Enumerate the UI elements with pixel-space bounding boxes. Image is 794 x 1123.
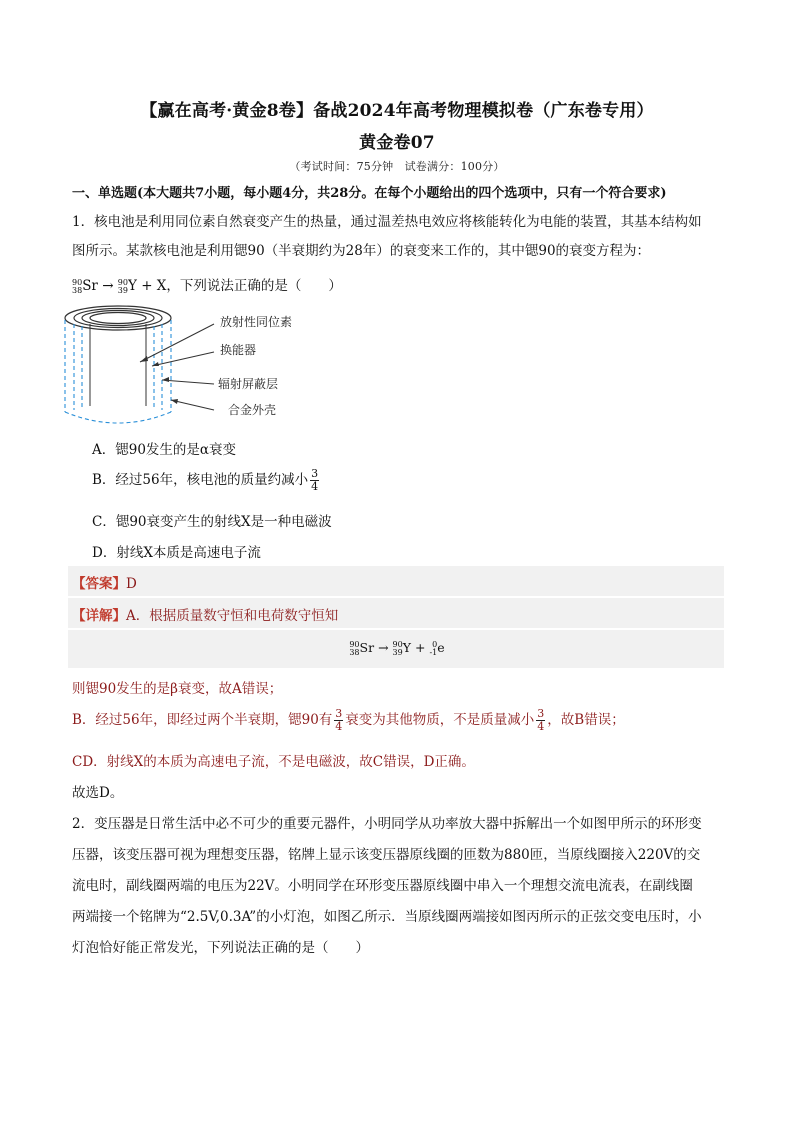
- detail-b-fraction-2: [536, 708, 545, 733]
- q1-decay-equation: [72, 274, 342, 295]
- y-atomic-number: 39: [117, 285, 128, 295]
- f-arrow: →: [378, 640, 389, 655]
- detail-cd: CD．射线X的本质为高速电子流，不是电磁波，故C错误，D正确。: [72, 754, 475, 770]
- label-shield: 辐射屏蔽层: [218, 377, 279, 391]
- page-title: 【赢在高考·黄金8卷】备战2024年高考物理模拟卷（广东卷专用）: [140, 101, 654, 121]
- option-a: A．锶90发生的是α衰变: [92, 442, 237, 458]
- f-sr-mass: 90: [349, 639, 360, 649]
- f-sr-z: 38: [349, 647, 360, 657]
- fraction-denominator: 4: [311, 480, 319, 493]
- q1-text-line1: 1．核电池是利用同位素自然衰变产生的热量，通过温差热电效应将核能转化为电能的装置，其基本结构如: [72, 214, 702, 230]
- detail-b: [72, 708, 625, 733]
- detail-line-a: [72, 604, 338, 624]
- answer-value: D: [126, 576, 137, 592]
- detail-a2: 则锶90发生的是β衰变，故A错误；: [72, 681, 283, 697]
- fraction-numerator: 3: [537, 707, 545, 720]
- detail-a-text: A．根据质量数守恒和电荷数守恒知: [126, 608, 339, 624]
- label-isotope: 放射性同位素: [220, 315, 293, 329]
- decay-formula: [0, 640, 794, 657]
- detail-b-end: ，故B错误；: [547, 712, 625, 728]
- q2-text-line1: 2．变压器是日常生活中必不可少的重要元器件，小明同学从功率放大器中拆解出一个如图甲所示的环形变: [72, 816, 702, 832]
- detail-label: 【详解】: [72, 608, 126, 624]
- q2-text-line5: 灯泡恰好能正常发光，下列说法正确的是（ ）: [72, 940, 369, 956]
- fraction-numerator: 3: [311, 467, 319, 480]
- arrow: →: [102, 278, 114, 294]
- f-plus: +: [414, 640, 426, 655]
- f-y-z: 39: [392, 647, 403, 657]
- conclusion: 故选D。: [72, 785, 124, 801]
- sr-mass-number: 90: [72, 277, 83, 287]
- answer-line: [72, 572, 137, 592]
- f-e-z: -1: [429, 647, 438, 657]
- option-b-fraction: [310, 468, 319, 493]
- y-mass-number: 90: [117, 277, 128, 287]
- option-c: C．锶90衰变产生的射线X是一种电磁波: [92, 514, 332, 530]
- nuclear-battery-diagram: [62, 302, 362, 430]
- fraction-denominator: 4: [537, 720, 545, 733]
- f-sr: Sr: [359, 640, 375, 655]
- sr-symbol: Sr: [82, 278, 98, 294]
- y-symbol: Y: [127, 278, 137, 294]
- option-b: [92, 468, 321, 493]
- q2-text-line4: 两端接一个铭牌为“2.5V,0.3A”的小灯泡，如图乙所示．当原线圈两端接如图丙所示的正弦交变电压时，小: [72, 909, 702, 925]
- q2-text-line3: 流电时，副线圈两端的电压为22V。小明同学在环形变压器原线圈中串入一个理想交流电流表，在副线圈: [72, 878, 693, 894]
- option-d: D．射线X本质是高速电子流: [92, 545, 261, 561]
- answer-label: 【答案】: [72, 576, 126, 592]
- option-b-text: B．经过56年，核电池的质量约减小: [92, 472, 309, 488]
- fraction-denominator: 4: [335, 720, 343, 733]
- f-e: e: [437, 640, 445, 655]
- exam-info: （考试时间：75分钟 试卷满分：100分）: [289, 160, 505, 173]
- sr-atomic-number: 38: [72, 285, 83, 295]
- q2-text-line2: 压器，该变压器可视为理想变压器，铭牌上显示该变压器原线圈的匝数为880匝，当原线圈接入220V的交: [72, 847, 701, 863]
- f-y: Y: [402, 640, 411, 655]
- answer-box: [68, 566, 724, 596]
- q1-text-line2: 图所示。某款核电池是利用锶90（半衰期约为28年）的衰变来工作的，其中锶90的衰变方程为：: [72, 243, 651, 259]
- f-e-mass: 0: [432, 639, 438, 649]
- detail-b-fraction-1: [334, 708, 343, 733]
- q1-equation-tail: + X，下列说法正确的是（ ）: [141, 278, 342, 294]
- section-heading: 一、单选题(本大题共7小题，每小题4分，共28分。在每个小题给出的四个选项中，只有一个符合要求): [72, 186, 667, 201]
- label-shell: 合金外壳: [228, 403, 277, 417]
- page-subtitle: 黄金卷07: [359, 133, 435, 153]
- fraction-numerator: 3: [335, 707, 343, 720]
- detail-b-mid: 衰变为其他物质，不是质量减小: [345, 712, 535, 728]
- detail-b-pre: B．经过56年，即经过两个半衰期，锶90有: [72, 712, 333, 728]
- f-y-mass: 90: [392, 639, 403, 649]
- label-converter: 换能器: [220, 343, 257, 357]
